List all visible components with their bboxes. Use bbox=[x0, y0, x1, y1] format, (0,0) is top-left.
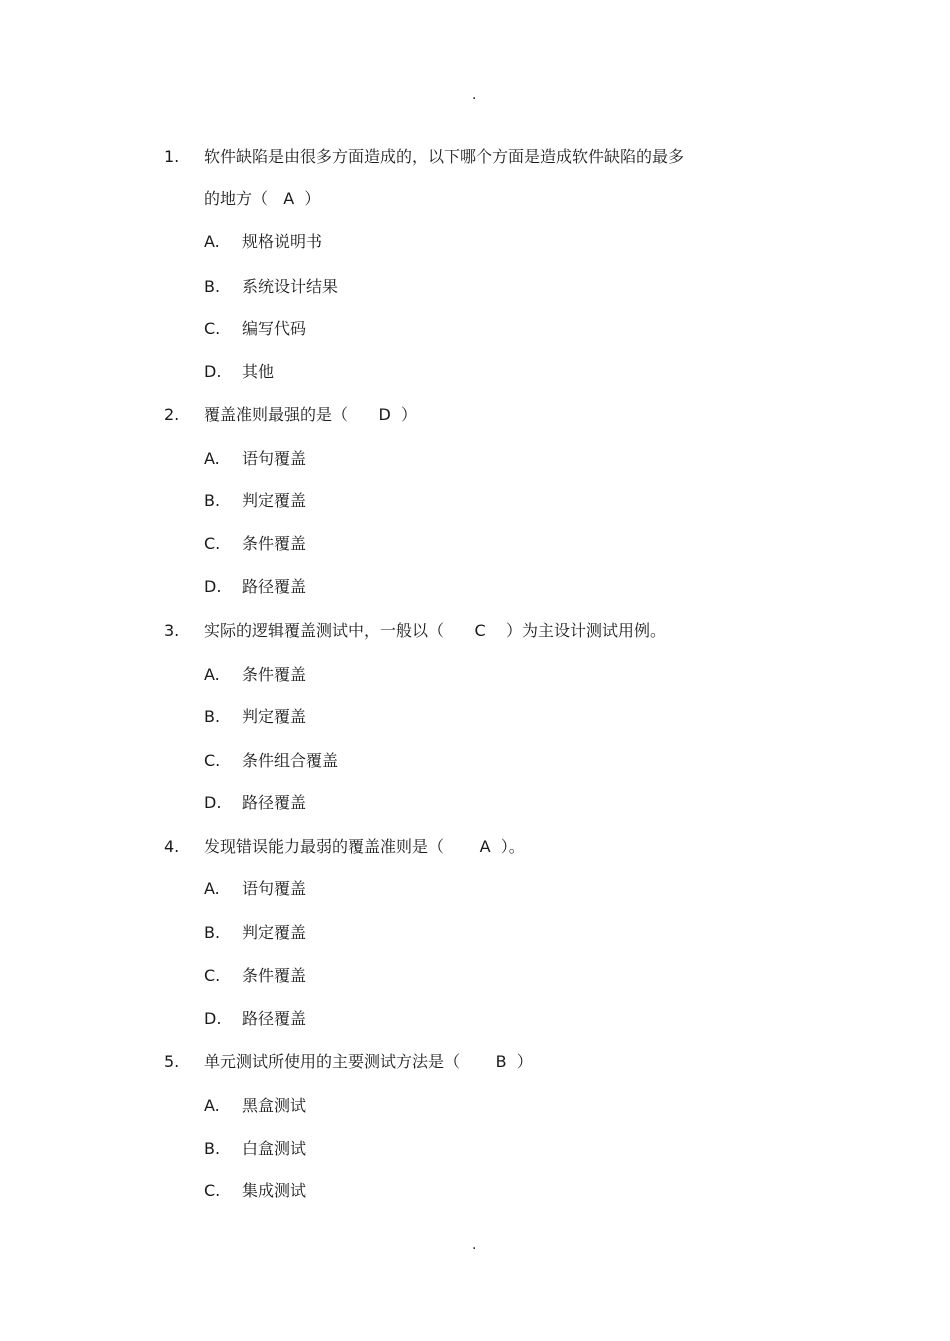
option-letter: D. bbox=[204, 577, 222, 596]
option-letter: A. bbox=[204, 665, 220, 684]
option-letter: A. bbox=[204, 1096, 220, 1115]
option-text: 规格说明书 bbox=[242, 232, 323, 251]
option-letter: B. bbox=[204, 707, 221, 726]
option-text: 白盒测试 bbox=[242, 1139, 307, 1158]
option-letter: C. bbox=[204, 966, 221, 985]
question-text: 发现错误能力最弱的覆盖准则是（ A ）。 bbox=[204, 837, 525, 856]
option-text: 路径覆盖 bbox=[242, 577, 307, 596]
footer-mark: . bbox=[472, 1237, 477, 1253]
question-text: 软件缺陷是由很多方面造成的，以下哪个方面是造成软件缺陷的最多 bbox=[204, 147, 685, 166]
option-text: 路径覆盖 bbox=[242, 1009, 307, 1028]
option-text: 判定覆盖 bbox=[242, 923, 307, 942]
option-text: 条件组合覆盖 bbox=[242, 751, 339, 770]
option-text: 条件覆盖 bbox=[242, 665, 307, 684]
option-text: 语句覆盖 bbox=[242, 879, 307, 898]
option-text: 编写代码 bbox=[242, 319, 307, 338]
option-letter: B. bbox=[204, 923, 221, 942]
option-text: 判定覆盖 bbox=[242, 491, 307, 510]
question-number: 5. bbox=[164, 1052, 180, 1071]
option-text: 集成测试 bbox=[242, 1181, 307, 1200]
option-letter: C. bbox=[204, 751, 221, 770]
option-letter: B. bbox=[204, 491, 221, 510]
option-text: 条件覆盖 bbox=[242, 534, 307, 553]
option-letter: D. bbox=[204, 793, 222, 812]
option-text: 其他 bbox=[242, 362, 275, 381]
option-text: 系统设计结果 bbox=[242, 277, 339, 296]
question-text: 实际的逻辑覆盖测试中，一般以（ C ）为主设计测试用例。 bbox=[204, 621, 667, 640]
option-letter: C. bbox=[204, 534, 221, 553]
option-letter: A. bbox=[204, 232, 220, 251]
option-letter: D. bbox=[204, 1009, 222, 1028]
option-letter: C. bbox=[204, 1181, 221, 1200]
question-number: 4. bbox=[164, 837, 180, 856]
question-text: 覆盖准则最强的是（ D ） bbox=[204, 405, 418, 424]
question-number: 3. bbox=[164, 621, 180, 640]
option-letter: B. bbox=[204, 277, 221, 296]
question-number: 1. bbox=[164, 147, 180, 166]
option-text: 条件覆盖 bbox=[242, 966, 307, 985]
option-letter: B. bbox=[204, 1139, 221, 1158]
option-text: 语句覆盖 bbox=[242, 449, 307, 468]
option-text: 黑盒测试 bbox=[242, 1096, 307, 1115]
question-text-continued: 的地方（ A ） bbox=[204, 189, 321, 208]
option-letter: A. bbox=[204, 449, 220, 468]
option-letter: C. bbox=[204, 319, 221, 338]
option-text: 路径覆盖 bbox=[242, 793, 307, 812]
option-letter: A. bbox=[204, 879, 220, 898]
option-letter: D. bbox=[204, 362, 222, 381]
option-text: 判定覆盖 bbox=[242, 707, 307, 726]
header-mark: . bbox=[472, 87, 477, 103]
question-text: 单元测试所使用的主要测试方法是（ B ） bbox=[204, 1052, 533, 1071]
question-number: 2. bbox=[164, 405, 180, 424]
